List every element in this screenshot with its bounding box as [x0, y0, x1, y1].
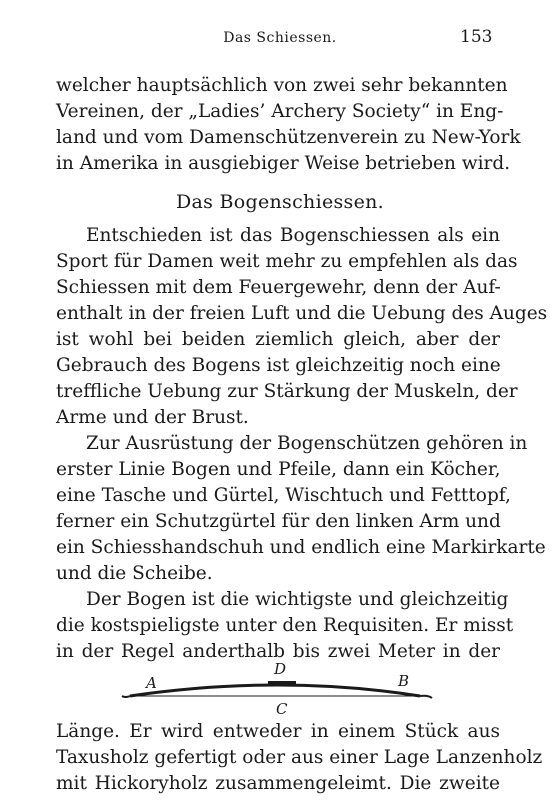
- text-line: Arme und der Brust.: [56, 407, 249, 428]
- text-line: welcher hauptsächlich von zwei sehr bekannten: [56, 75, 508, 96]
- text-line: treffliche Uebung zur Stärkung der Muskeln, der: [56, 381, 518, 402]
- text-line: eine Tasche und Gürtel, Wischtuch und Fetttopf,: [56, 485, 511, 506]
- text-line: Schiessen mit dem Feuergewehr, denn der Auf-: [56, 277, 501, 298]
- text-line: die kostspieligste unter den Requisiten. Er misst: [56, 615, 514, 636]
- text-line: in Amerika in ausgiebiger Weise betrieben wird.: [56, 153, 511, 174]
- section-heading: Das Bogenschiessen.: [175, 191, 385, 213]
- bow-tip: [420, 696, 432, 698]
- page-number: 153: [460, 27, 493, 47]
- bow-limb: [130, 685, 420, 696]
- text-line: mit Hickoryholz zusammengeleimt. Die zweite: [56, 773, 500, 794]
- text-line: in der Regel anderthalb bis zwei Meter in der: [56, 641, 500, 662]
- bow-grip: [268, 681, 296, 686]
- text-line: Entschieden ist das Bogenschiessen als ein: [86, 225, 500, 246]
- text-line: und die Scheibe.: [56, 563, 213, 584]
- text-line: erster Linie Bogen und Pfeile, dann ein Köcher,: [56, 459, 501, 480]
- text-line: ein Schiesshandschuh und endlich eine Markirkarte: [56, 537, 546, 558]
- figure-label-d: D: [274, 660, 287, 678]
- bow-tip: [122, 696, 130, 697]
- running-title: Das Schiessen.: [223, 30, 337, 46]
- text-line: Sport für Damen weit mehr zu empfehlen als das: [56, 251, 518, 272]
- text-line: Länge. Er wird entweder in einem Stück aus: [56, 721, 500, 742]
- text-line: land und vom Damenschützenverein zu New-York: [56, 127, 521, 148]
- text-line: Der Bogen ist die wichtigste und gleichzeitig: [86, 589, 509, 610]
- text-line: Vereinen, der „Ladies’ Archery Society“ in Eng-: [56, 101, 504, 122]
- text-line: ferner ein Schutzgürtel für den linken Arm und: [56, 511, 501, 532]
- figure-label-c: C: [276, 700, 288, 718]
- figure-label-b: B: [398, 672, 410, 690]
- figure-label-a: A: [146, 674, 157, 692]
- bow-figure: [120, 660, 440, 720]
- text-line: Taxusholz gefertigt oder aus einer Lage Lanzenholz: [56, 747, 543, 768]
- text-line: enthalt in der freien Luft und die Uebung des Auges: [56, 303, 548, 324]
- text-line: ist wohl bei beiden ziemlich gleich, aber der: [56, 329, 500, 350]
- text-line: Zur Ausrüstung der Bogenschützen gehören in: [86, 433, 528, 454]
- text-line: Gebrauch des Bogens ist gleichzeitig noch eine: [56, 355, 501, 376]
- running-head: [0, 27, 560, 52]
